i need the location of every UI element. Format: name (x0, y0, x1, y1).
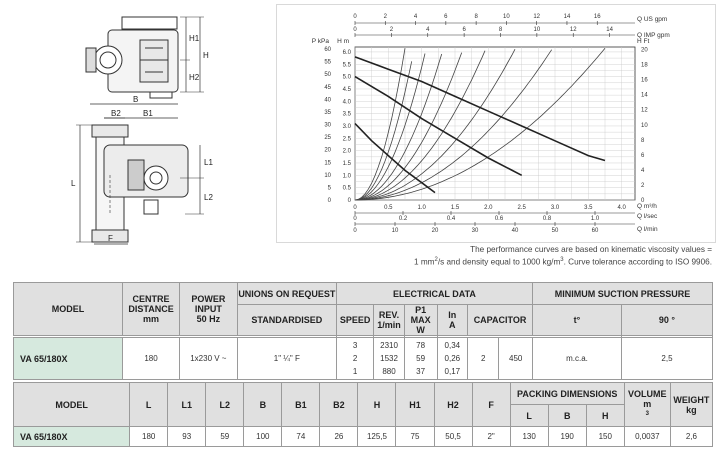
t1-row-t: m.c.a. (532, 338, 621, 380)
t2-row-pack-H: 150 (586, 427, 624, 447)
t2-row-B1: 74 (282, 427, 320, 447)
tick-right-ft: 18 (641, 62, 648, 69)
pump-curve-1 (355, 57, 605, 161)
tick-left-m: 5.5 (342, 62, 351, 69)
tick-right-ft: 2 (641, 182, 645, 189)
tick-top-us: 10 (503, 14, 510, 20)
dim-L1-label: L1 (204, 158, 213, 167)
tick-bottom-lmin: 30 (471, 228, 479, 234)
system-curve-2 (355, 50, 552, 200)
tick-bottom-m3h: 1.5 (450, 205, 460, 211)
tick-bottom-m3h: 3.5 (584, 205, 593, 211)
axis-label-ls: Q l/sec (637, 213, 658, 220)
tick-bottom-m3h: 3.0 (550, 205, 560, 211)
pump-drawing-svg (0, 0, 270, 245)
t2-header-model: MODEL (14, 383, 130, 427)
system-curve-5 (355, 53, 462, 200)
tick-bottom-m3h: 0.5 (384, 205, 393, 211)
tick-bottom-m3h: 0 (353, 205, 357, 211)
t2-header-B2: B2 (320, 383, 358, 427)
tick-left-m: 6.0 (342, 49, 351, 56)
axis-label-imp-gpm: Q IMP gpm (637, 32, 670, 39)
tick-right-ft: 6 (641, 152, 645, 159)
tick-top-imp: 4 (426, 27, 430, 33)
t2-row-volume: 0,0037 (624, 427, 670, 447)
t2-header-H1: H1 (396, 383, 434, 427)
t2-header-L1: L1 (168, 383, 206, 427)
tick-right-ft: 12 (641, 107, 648, 114)
tick-bottom-lmin: 50 (551, 228, 559, 234)
tick-top-imp: 6 (462, 27, 466, 33)
t2-row-weight: 2,6 (670, 427, 712, 447)
dim-H-label: H (203, 51, 209, 60)
axis-label-lmin: Q l/min (637, 226, 658, 233)
tick-bottom-m3h: 1.0 (417, 205, 426, 211)
tick-bottom-ls: 0.8 (542, 216, 552, 222)
tick-left-m: 4.5 (342, 86, 351, 93)
tick-top-imp: 14 (606, 27, 613, 33)
t1-row-p1: 78 59 37 (404, 338, 437, 380)
dim-B2-label: B2 (111, 109, 121, 118)
tick-bottom-m3h: 2.5 (517, 205, 526, 211)
tick-left-m: 5.0 (342, 74, 351, 81)
t2-row-B: 100 (244, 427, 282, 447)
tick-bottom-lmin: 20 (431, 228, 439, 234)
tick-top-us: 2 (383, 14, 387, 20)
t1-header-centre-distance: CENTRE DISTANCE mm (123, 283, 180, 336)
t1-header-in: In A (437, 305, 468, 336)
t2-header-weight: WEIGHT kg (670, 383, 712, 427)
t2-header-L: L (130, 383, 168, 427)
tick-bottom-ls: 0.6 (494, 216, 504, 222)
system-curve-6 (355, 54, 442, 200)
t2-row-pack-B: 190 (548, 427, 586, 447)
tick-left-m: 2.5 (342, 136, 351, 143)
dim-L2-label: L2 (204, 193, 213, 202)
t1-header-suction: MINIMUM SUCTION PRESSURE (532, 283, 712, 305)
axis-label-us-gpm: Q US gpm (637, 16, 668, 23)
tick-bottom-m3h: 4.0 (617, 205, 626, 211)
tick-right-ft: 10 (641, 122, 648, 129)
tick-left-kpa: 55 (324, 59, 331, 66)
axis-label-h-ft: H Ft (637, 38, 650, 45)
tick-left-kpa: 0 (327, 198, 331, 204)
t1-header-90: 90 ° (621, 305, 712, 336)
t2-row-L2: 59 (206, 427, 244, 447)
tick-left-kpa: 60 (324, 47, 331, 54)
t1-row-centre: 180 (123, 338, 180, 380)
t2-row-B2: 26 (320, 427, 358, 447)
tick-left-kpa: 30 (324, 122, 331, 129)
axis-label-m3h: Q m³/h (637, 203, 657, 210)
t2-row-model: VA 65/180X (14, 427, 130, 447)
t1-header-p1max: P1 MAX W (404, 305, 437, 336)
tick-left-kpa: 20 (324, 147, 331, 154)
t2-header-volume: VOLUME m $^3$ (624, 383, 670, 427)
t1-row-power: 1x230 V ~ (180, 338, 238, 380)
system-curve-9 (355, 48, 405, 200)
t2-header-pack-L: L (510, 405, 548, 427)
tick-right-ft: 14 (641, 92, 648, 99)
dim-B-label: B (133, 95, 139, 104)
tick-bottom-lmin: 10 (391, 228, 399, 234)
dim-H2-label: H2 (189, 73, 200, 82)
tick-top-us: 6 (444, 14, 448, 20)
tick-right-ft: 0 (641, 198, 645, 204)
tick-bottom-m3h: 2.0 (484, 205, 493, 211)
tick-left-kpa: 35 (324, 109, 331, 116)
t1-header-speed: SPEED (336, 305, 373, 336)
t1-row-vc: 450 (499, 338, 533, 380)
tick-left-m: 1.0 (342, 173, 351, 180)
t1-header-standardised: STANDARDISED (237, 305, 336, 336)
t2-header-L2: L2 (206, 383, 244, 427)
t2-header-packing: PACKING DIMENSIONS (510, 383, 624, 405)
dim-B1-label: B1 (143, 109, 153, 118)
t2-header-B1: B1 (282, 383, 320, 427)
t2-header-B: B (244, 383, 282, 427)
performance-note (300, 244, 712, 268)
t2-header-pack-B: B (548, 405, 586, 427)
t1-row-speeds: 3 2 1 (336, 338, 373, 380)
t1-header-t: t° (532, 305, 621, 336)
system-curve-3 (355, 49, 515, 200)
t1-header-capacitor: CAPACITOR (468, 305, 533, 336)
tick-bottom-lmin: 40 (511, 228, 519, 234)
tick-left-m: 2.0 (342, 148, 351, 155)
tick-bottom-lmin: 60 (591, 228, 599, 234)
t1-row-90: 2,5 (621, 338, 712, 380)
performance-chart (276, 4, 716, 243)
tick-left-kpa: 10 (324, 172, 331, 179)
t2-row-pack-L: 130 (510, 427, 548, 447)
tick-bottom-ls: 1.0 (590, 216, 600, 222)
tick-left-m: 4.0 (342, 99, 351, 106)
tick-bottom-ls: 0.4 (446, 216, 456, 222)
t2-row-L: 180 (130, 427, 168, 447)
tick-top-imp: 10 (533, 27, 541, 33)
t1-header-model: MODEL (14, 283, 123, 336)
tick-top-us: 8 (474, 14, 478, 20)
note-line-1: The performance curves are based on kinematic viscosity values = (470, 245, 712, 254)
t1-row-standardised: 1" ¼" F (237, 338, 336, 380)
axis-label-kpa: P kPa (311, 38, 329, 45)
dimensions-table (13, 382, 713, 447)
tick-top-us: 4 (413, 14, 418, 20)
t1-header-unions: UNIONS ON REQUEST (237, 283, 336, 305)
pump-dimension-drawing (0, 0, 270, 245)
tick-top-us: 16 (593, 14, 601, 20)
tick-bottom-ls: 0.2 (398, 216, 408, 222)
tick-left-kpa: 5 (327, 185, 331, 192)
tick-top-us: 12 (533, 14, 541, 20)
t1-row-in: 0,34 0,26 0,17 (437, 338, 468, 380)
t2-row-H: 125,5 (358, 427, 396, 447)
dim-H1-label: H1 (189, 34, 200, 43)
tick-right-ft: 16 (641, 77, 648, 84)
tick-left-kpa: 40 (324, 97, 331, 104)
t2-row-H1: 75 (396, 427, 434, 447)
electrical-data-table (13, 282, 713, 380)
tick-left-m: 3.0 (342, 123, 351, 130)
axis-label-h-m: H m (337, 38, 349, 45)
dim-L-label: L (71, 179, 76, 188)
tick-top-imp: 0 (353, 27, 357, 33)
t2-header-H: H (358, 383, 396, 427)
performance-chart-svg (277, 5, 715, 242)
tick-right-ft: 20 (641, 47, 648, 54)
t2-row-F: 2" (472, 427, 510, 447)
t2-header-H2: H2 (434, 383, 472, 427)
note-line-2: 1 $mm^2/s$ and density equal to 1000 $kg/m^3$. Curve tolerance according to ISO 9906. (414, 257, 712, 267)
tick-left-m: 3.5 (342, 111, 351, 118)
t1-row-revs: 2310 1532 880 (374, 338, 404, 380)
t1-row-model: VA 65/180X (14, 338, 123, 380)
tick-left-kpa: 50 (324, 72, 331, 79)
tick-left-kpa: 25 (324, 135, 331, 142)
tick-bottom-lmin: 0 (353, 228, 357, 234)
tick-top-imp: 8 (498, 27, 503, 33)
t1-header-rev: REV. 1/min (374, 305, 404, 336)
t1-header-power-input: POWER INPUT 50 Hz (180, 283, 238, 336)
t1-row-uf: 2 (468, 338, 499, 380)
dim-F-label: F (108, 234, 113, 243)
tick-left-m: 0 (347, 198, 351, 204)
tick-top-imp: 2 (389, 27, 394, 33)
tick-right-ft: 4 (641, 167, 645, 174)
tick-top-us: 0 (353, 14, 357, 20)
t2-row-H2: 50,5 (434, 427, 472, 447)
tick-right-ft: 8 (641, 137, 645, 144)
t1-header-electrical: ELECTRICAL DATA (336, 283, 532, 305)
tick-left-m: 0.5 (342, 185, 351, 192)
tick-top-imp: 12 (569, 27, 577, 33)
tick-left-kpa: 45 (324, 84, 331, 91)
t2-header-F: F (472, 383, 510, 427)
tick-left-kpa: 15 (324, 160, 331, 167)
t2-header-pack-H: H (586, 405, 624, 427)
tick-top-us: 14 (563, 14, 571, 20)
tick-bottom-ls: 0 (353, 216, 357, 222)
pump-top-terminal (122, 17, 177, 29)
t2-row-L1: 93 (168, 427, 206, 447)
tick-left-m: 1.5 (342, 160, 351, 167)
